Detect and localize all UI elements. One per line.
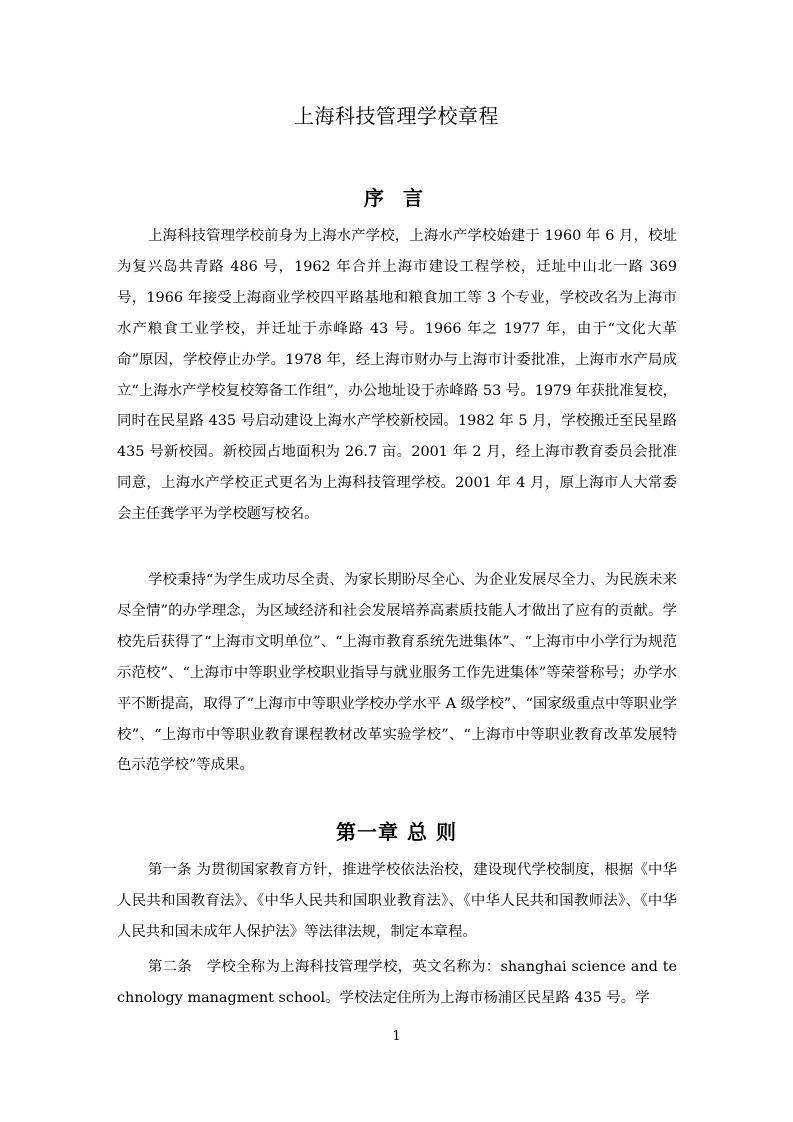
page-number: 1 [392, 1029, 401, 1044]
preface-paragraph-philosophy: 学校秉持“为学生成功尽全责、为家长期盼尽全心、为企业发展尽全力、为民族未来尽全情”的办学理念，为区域经济和社会发展培养高素质技能人才做出了应有的贡献。学校先后获得了“上海市文明单位”、“上海市教育系统先进集体”、“上海市中小学行为规范示范校”、“上海市中等职业学校职业指导与就业服务工作先进集体”等荣誉称号；办学水平不断提高，取得了“上海市中等职业学校办学水平 A 级学校”、“国家级重点中等职业学校”、“上海市中等职业教育课程教材改革实验学校”、“上海市中等职业教育改革发展特色示范学校”等成果。 [117, 572, 677, 774]
article-two-paragraph: 第二条 学校全称为上海科技管理学校，英文名称为：shanghai science and technology managment school。学校法定住所为上海市杨浦区民星路 435 号。学 [117, 959, 677, 1006]
preface-heading: 序 言 [364, 186, 429, 210]
article-one-paragraph: 第一条 为贯彻国家教育方针，推进学校依法治校，建设现代学校制度，根据《中华人民共和国教育法》、《中华人民共和国职业教育法》、《中华人民共和国教师法》、《中华人民共和国未成年人保护法》等法律法规，制定本章程。 [117, 862, 677, 940]
chapter-one-heading: 第一章 总 则 [336, 820, 457, 844]
document-title: 上海科技管理学校章程 [294, 104, 499, 128]
preface-paragraph-history: 上海科技管理学校前身为上海水产学校，上海水产学校始建于 1960 年 6 月，校址为复兴岛共青路 486 号，1962 年合并上海市建设工程学校，迁址中山北一路 369 号，1966 年接受上海商业学校四平路基地和粮食加工等 3 个专业，学校改名为上海市水产粮食工业学校，并迁址于赤峰路 43 号。1966 年之 1977 年，由于“文化大革命”原因，学校停止办学。1978 年，经上海市财办与上海市计委批准，上海市水产局成立“上海水产学校复校筹备工作组”，办公地址设于赤峰路 53 号。1979 年获批准复校，同时在民星路 435 号启动建设上海水产学校新校园。1982 年 5 月，学校搬迁至民星路 435 号新校园。新校园占地面积为 26.7 亩。2001 年 2 月，经上海市教育委员会批准同意，上海水产学校正式更名为上海科技管理学校。2001 年 4 月，原上海市人大常委会主任龚学平为学校题写校名。 [117, 228, 677, 523]
